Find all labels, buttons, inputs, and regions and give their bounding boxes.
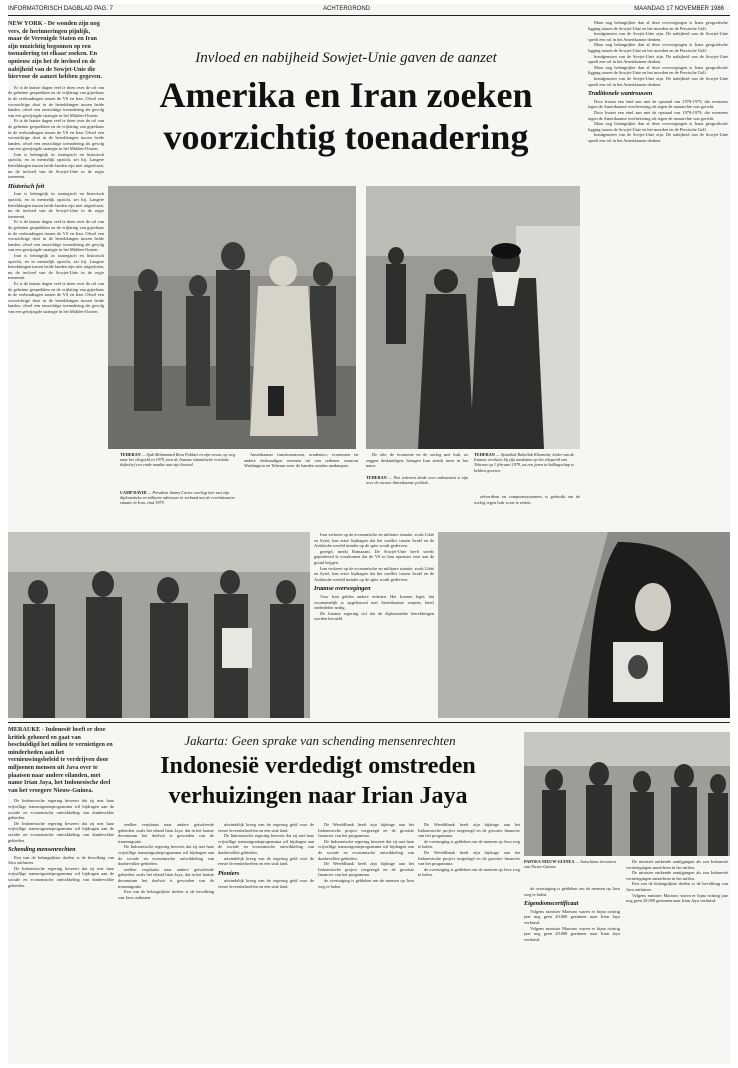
paragraph: bondgenoten van de Sovjet-Unie zijn. De nabijheid van de Sowjet-Unie speelt een rol in het Amerikaanse denken. <box>588 53 728 65</box>
article2-column-2 <box>118 822 214 1062</box>
caption-teheran-2: TEHERAN — Niet iedereen denkt even enthousiast te zijn over de nieuwe Amerikaanse politiek. <box>366 474 468 485</box>
caption-papua-tag: PAPOEA NIEUW-GUINEA <box>524 859 575 864</box>
article2-column-5 <box>418 822 520 1062</box>
paragraph: De olie, de economie en de oorlog met Irak, zo zeggen deskundigen, brengen Iran steeds meer in het nauw. <box>366 452 468 469</box>
caption-camp-david: CAMP DAVID — President Jimmy Carter overlegt hier met zijn diplomatieke en militaire adviseurs in verband met de revolutionaire situatie in Iran, eind 1979. <box>120 490 235 506</box>
paragraph: Door kwam een eind aan met de opstand van 1978-1979, die eveneens tegen de Amerikaanse overheersing als tegen de monarchie was gericht. <box>588 109 728 121</box>
photo-iranian-woman <box>438 532 730 718</box>
caption-shah-tag: TEHERAN <box>120 452 141 457</box>
paragraph: De Indonesische regering beweert dat zij met haar vrijwillige transmigratieprogramma wil bijdragen aan de sociale en economische ontwikkeling van dunbevolkte gebieden. <box>8 820 114 843</box>
paragraph: Volgens minister Martono waren er bijna twintig jaar nog geen 20.000 gezinnen naar Irian Jaya verhuisd. <box>524 925 620 942</box>
header-center: ACHTERGROND <box>323 6 371 12</box>
divider <box>8 722 730 723</box>
paragraph: zeellen verplaatst naar andere geïsoleerde gebieden, zoals het eiland Irian Jaya, dat in het laatste decennium het doelwit is geworden van de transmigratie. <box>118 822 214 844</box>
header-right: MAANDAG 17 NOVEMBER 1986 <box>634 6 724 12</box>
paragraph: Iran is belangrijk in strategisch en historisch opzicht, en in menselijk opzicht, zei hij. Langere betrekkingen tussen beide landen zijn niet uitgesloten, nu de invloed van de Sowjet-Unie in de regio toeneemt. <box>8 191 104 219</box>
article2-subhead-pioniers: Pioniers <box>218 869 240 877</box>
paragraph: Volgens minister Martono waren er bijna twintig jaar nog geen 20.000 gezinnen naar Irian Jaya verhuisd. <box>524 908 620 925</box>
paragraph: Volgens minister Martono waren er bijna twintig jaar nog geen 20.000 gezinnen naar Irian Jaya verhuisd. <box>626 892 728 904</box>
paragraph: Een van de belangrijkste doelen is de bevolking van Java ontlasten. <box>626 881 728 892</box>
article2-left-column <box>8 726 114 1062</box>
paragraph: De Wereldbank heeft zijn bijdrage aan het Indonesische project toegezegd en de grootste financier van het programma. <box>318 861 414 878</box>
caption-papua: PAPOEA NIEUW-GUINEA — Autochtone bewoners van Nieuw-Guinea. <box>524 859 617 870</box>
paragraph: Een van de belangrijkste doelen is de bevolking van Java ontlasten. <box>8 854 114 866</box>
article1-headline <box>108 74 584 158</box>
paragraph: De Wereldbank heeft zijn bijdrage aan het Indonesische project toegezegd en de grootste financier van het programma. <box>318 822 414 839</box>
paragraph: De Indonesische regering beweert dat zij met haar vrijwillige transmigratieprogramma wil bijdragen aan de sociale en economische ontwikkeling van dunbevolkte gebieden. <box>318 838 414 861</box>
paragraph: de overtuiging is gebleken om de mensen op Java weg te halen. <box>318 877 414 889</box>
paragraph: Er is de laatste dagen veel te doen over de rol van de geheime gesprekken en de vrijlating van gijzelaars in de verhoudingen tussen de VS en Iran. Ofwel een voorzichtige dooi in de betrekkingen tussen beide landen, ofwel een omzichtige toenadering als gevolg van een gewijzigde strategie in het Midden-Oosten. <box>8 84 104 118</box>
caption-camp-david-tag: CAMP DAVID <box>120 490 147 495</box>
paragraph: Iran is belangrijk in strategisch en historisch opzicht, en in menselijk opzicht, zei hij. Langere betrekkingen tussen beide landen zijn niet uitgesloten, nu de invloed van de Sowjet-Unie in de regio toeneemt. <box>8 252 104 281</box>
caption-khomeini-text: Ayatollah Ruhollah Khomeini, leider van de Iraanse revolutie bij zijn aankomst op het vliegveld van Teheran op 1 februari 1979, na een jaren in ballingschap te hebben gezeten. <box>474 452 575 473</box>
article2-headline-line2: verhuizingen naar Irian Jaya <box>168 783 468 809</box>
paragraph: Maar nog belangrijker dan al deze overwegingen is Irans geografische ligging tussen de Sowjet-Unie en het noorden en de Perzische Golf. <box>588 42 728 53</box>
paragraph: De Indonesische regering beweert dat zij met haar vrijwillige transmigratieprogramma wil bijdragen aan de sociale en economische ontwikkeling van dunbevolkte gebieden. <box>218 833 314 855</box>
paragraph: zelverdient en computersystemen, is gebruikt om de oorlog tegen Irak voort te zetten. <box>474 494 580 505</box>
paragraph: De Indonesische regering beweert dat zij met haar vrijwillige transmigratieprogramma wil bijdragen aan de sociale en economische ontwikkeling van dunbevolkte gebieden. <box>8 798 114 821</box>
paragraph: Een van de belangrijkste doelen is de bevolking van Java ontlasten. <box>118 889 214 900</box>
paragraph: De minister ontkende aantijgingen als zou Indonesië vernietigingen aanrichten in het milieu. <box>626 859 728 870</box>
article1-lower-column <box>314 532 434 718</box>
paragraph: Iran is belangrijk in strategisch en historisch opzicht, en in menselijk opzicht, zei hij. Langere betrekkingen tussen beide landen zijn niet uitgesloten, nu de invloed van de Sowjet-Unie in de regio toeneemt. <box>8 151 104 180</box>
article1-mid-column-b <box>366 452 468 532</box>
paragraph: Voor Iran gelden andere redenen. Het Iraanse leger, dat voornamelijk is opgebouwd met Amerikaanse wapens, heeft onderdelen nodig. <box>314 593 434 611</box>
paragraph: De Wereldbank heeft zijn bijdrage aan het Indonesische project toegezegd en de grootste financier van het programma. <box>418 849 520 867</box>
caption-khomeini-tag: TEHERAN <box>474 452 495 457</box>
article1-headline-line2: voorzichtig toenadering <box>163 117 529 157</box>
article1-mid-column-a <box>244 452 358 532</box>
article1-lead: NEW YORK - De wonden zijn nog vers, de herinneringen pijnlijk, maar de Verenigde Staten en Iran zijn omzichtig begonnen op een toenadering tot elkaar zoeken. En opnieuw zijn het de invloed en de nabijheid van de Sowjet-Unie die hiervoor de aanzet hebben gegeven. <box>8 20 102 81</box>
paragraph: de overtuiging is gebleken om de mensen op Java weg te halen. <box>418 838 520 850</box>
article2-headline <box>114 751 522 811</box>
caption-shah-text: Sjah Mohammed Reza Pahlavi en zijn vrouw, op weg naar het vliegveld in 1979, toen de Iraanse islamitische revolutie definitief een einde maakte aan zijn bewind. <box>120 452 236 468</box>
paragraph: De Indonesische regering beweert dat zij met haar vrijwillige transmigratieprogramma wil bijdragen aan de sociale en economische ontwikkeling van dunbevolkte gebieden. <box>118 844 214 867</box>
paragraph: Er is de laatste dagen veel te doen over de rol van de geheime gesprekken en de vrijlating van gijzelaars in de verhoudingen tussen de VS en Iran. Ofwel een voorzichtige dooi in de betrekkingen tussen beide landen, ofwel een omzichtige toenadering als gevolg van een gewijzigde strategie in het Midden-Oosten. <box>8 219 104 253</box>
photo-shah-departure <box>108 186 356 449</box>
paragraph: Maar nog belangrijker dan al deze overwegingen is Irans geografische ligging tussen de Sowjet-Unie en het noorden en de Perzische Golf. <box>588 121 728 132</box>
article1-left-column <box>8 20 104 532</box>
article2-kicker: Jakarta: Geen sprake van schending mensenrechten <box>184 733 456 748</box>
page-header <box>8 4 730 16</box>
paragraph: uiteindelijk kreeg van de regering geld voor de eerste levensbehoeften en een stuk land. <box>218 878 314 889</box>
article2-subhead-eigendom: Eigendomscertificaat <box>524 900 579 908</box>
caption-khomeini: TEHERAN — Ayatollah Ruhollah Khomeini, leider van de Iraanse revolutie bij zijn aankomst op het vliegveld van Teheran op 1 februari 1979, na een jaren in ballingschap te hebben gezeten. <box>474 452 575 473</box>
article2-column-4 <box>318 822 414 1062</box>
paragraph: uiteindelijk kreeg van de regering geld voor de eerste levensbehoeften en een stuk land. <box>218 822 314 833</box>
article2-column-6 <box>524 886 620 1062</box>
paragraph: Door kwam een eind aan met de opstand van 1978-1979, die eveneens tegen de Amerikaanse overheersing als tegen de monarchie was gericht. <box>588 98 728 110</box>
article2-subhead-schending: Schending mensenrechten <box>8 846 76 854</box>
paragraph: bondgenoten van de Sovjet-Unie zijn. De nabijheid van de Sowjet-Unie speelt een rol in het Amerikaanse denken. <box>588 132 728 143</box>
paragraph: Er is de laatste dagen veel te doen over de rol van de geheime gesprekken en de vrijlating van gijzelaars in de verhoudingen tussen de VS en Iran. Ofwel een voorzichtige dooi in de betrekkingen tussen beide landen, ofwel een omzichtige toenadering als gevolg van een gewijzigde strategie in het Midden-Oosten. <box>8 280 104 314</box>
caption-teheran-2-text: Niet iedereen denkt even enthousiast te zijn over de nieuwe Amerikaanse politiek. <box>366 474 468 485</box>
paragraph: De Wereldbank heeft zijn bijdrage aan het Indonesische project toegezegd en de grootste financier van het programma. <box>418 822 520 839</box>
caption-shah: TEHERAN — Sjah Mohammed Reza Pahlavi en zijn vrouw, op weg naar het vliegveld in 1979, toen de Iraanse islamitische revolutie definitief een einde maakte aan zijn bewind. <box>120 452 236 468</box>
header-left: INFORMATORISCH DAGBLAD PAG. 7 <box>8 6 114 12</box>
paragraph: De Indonesische regering beweert dat zij met haar vrijwillige transmigratieprogramma wil bijdragen aan de sociale en economische ontwikkeling van dunbevolkte gebieden. <box>8 865 114 888</box>
article1-right-column <box>588 20 728 532</box>
paragraph: Iran verkeert op de economische en militaire situatie, zoals Libië en Syrië, kan ertoe bijdragen dat het conflict tussen Israël en de Arabische wereld minder op de spits wordt gedreven. <box>314 532 434 549</box>
article1-subhead-historisch: Historisch feit <box>8 182 45 190</box>
paragraph: Maar nog belangrijker dan al deze overwegingen is Irans geografische ligging tussen de Sowjet-Unie en het noorden en de Perzische Golf. <box>588 20 728 31</box>
caption-camp-david-text: President Jimmy Carter overlegt hier met zijn diplomatieke en militaire adviseurs in verband met de revolutionaire situatie in Iran, eind 1979. <box>120 490 235 506</box>
article2-headline-line1: Indonesië verdedigt omstreden <box>160 753 476 779</box>
article1-kicker: Invloed en nabijheid Sowjet-Unie gaven de aanzet <box>195 50 497 66</box>
caption-teheran-2-tag: TEHERAN <box>366 474 387 480</box>
paragraph: zeellen verplaatst naar andere geïsoleerde gebieden, zoals het eiland Irian Jaya, dat in het laatste decennium het doelwit is geworden van de transmigratie. <box>118 866 214 889</box>
paragraph: De Iraanse regering wil dat de diplomatieke betrekkingen worden hersteld. <box>314 610 434 622</box>
caption-papua-text: Autochtone bewoners van Nieuw-Guinea. <box>524 859 617 870</box>
newspaper-page <box>8 4 730 1064</box>
article1-mid-column-c <box>474 494 580 532</box>
paragraph: Er is de laatste dagen veel te doen over de rol van de geheime gesprekken en de vrijlating van gijzelaars in de verhoudingen tussen de VS en Iran. Ofwel een voorzichtige dooi in de betrekkingen tussen beide landen, ofwel een omzichtige toenadering als gevolg van een gewijzigde strategie in het Midden-Oosten. <box>8 118 104 152</box>
paragraph: Iran verkeert op de economische en militaire situatie, zoals Libië en Syrië, kan ertoe bijdragen dat het conflict tussen Israël en de Arabische wereld minder op de spits wordt gedreven. <box>314 565 434 582</box>
paragraph: De minister ontkende aantijgingen als zou Indonesië vernietigingen aanrichten in het milieu. <box>626 870 728 881</box>
paragraph: Maar nog belangrijker dan al deze overwegingen is Irans geografische ligging tussen de Sowjet-Unie en het noorden en de Perzische Golf. <box>588 64 728 76</box>
paragraph: de overtuiging is gebleken om de mensen op Java weg te halen. <box>418 866 520 878</box>
article2-column-7 <box>626 859 728 1062</box>
paragraph: uiteindelijk kreeg van de regering geld voor de eerste levensbehoeften en een stuk land. <box>218 855 314 867</box>
paragraph: bondgenoten van de Sovjet-Unie zijn. De nabijheid van de Sowjet-Unie speelt een rol in het Amerikaanse denken. <box>588 31 728 42</box>
paragraph: bondgenoten van de Sovjet-Unie zijn. De nabijheid van de Sowjet-Unie speelt een rol in het Amerikaanse denken. <box>588 75 728 87</box>
article1-headline-line1: Amerika en Iran zoeken <box>159 75 533 115</box>
article2-column-3 <box>218 822 314 1062</box>
photo-khomeini-arrival <box>366 186 580 449</box>
article1-subhead-traditionele: Traditionele wantrouwen <box>588 90 653 98</box>
paragraph: Amerikaanse functionarissen, academici, economen en andere deskundigen noemen tal van redenen waarom Washington en Teheran weer de banden zouden aanknopen. <box>244 452 358 469</box>
paragraph: de overtuiging is gebleken om de mensen op Java weg te halen. <box>524 886 620 897</box>
photo-papua-villagers <box>524 732 730 856</box>
photo-camp-david <box>8 532 310 718</box>
article1-subhead-iraanse: Iraanse overwegingen <box>314 585 371 593</box>
paragraph: gezegd, merkt Ramazani. De Sowjet-Unie heeft steeds geprobeerd te voorkomen dat de VS in Iran opnieuw voet aan de grond krijgen. <box>314 548 434 565</box>
article2-lead: MERAUKE - Indonesië heeft er deze kritiek gehoord en gaat van beschuldigd het milieu te vernietigen en minderheden aan het vernieuwingsbeleid te verdrijven door miljoenen mensen uit Java over te plaatsen naar andere eilanden, met name Irian Jaya, het Indonesische deel van het vroegere Nieuw-Guinea. <box>8 726 113 794</box>
